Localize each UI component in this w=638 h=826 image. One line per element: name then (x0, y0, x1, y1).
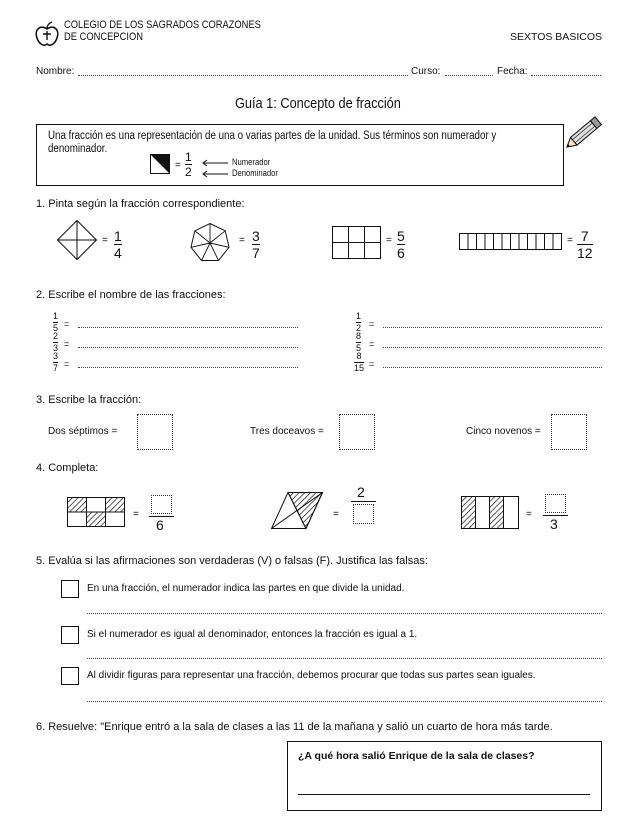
q2-left-eq-1: = (64, 319, 70, 329)
arrow-icon (202, 171, 228, 177)
definition-text: Una fracción es una representación de una o varias partes de la unidad. Sus términos son numerador y denominador. (48, 130, 497, 155)
q2-left-answer-1[interactable] (78, 326, 298, 328)
q2-left-den-1: 5 (53, 323, 59, 333)
q3-answer-box-3[interactable] (551, 414, 587, 450)
definition-box (36, 124, 564, 186)
q2-right-eq-2: = (369, 339, 375, 349)
q1-diamond-figure[interactable] (57, 220, 97, 260)
q2-left-answer-2[interactable] (78, 346, 298, 348)
q3-title: 3. Escribe la fracción: (36, 394, 142, 406)
q2-right-num-3: 8 (356, 351, 362, 361)
q4-eq-1: = (133, 509, 139, 520)
q2-left-num-1: 1 (53, 311, 59, 321)
q2-right-num-2: 8 (356, 331, 362, 341)
half-square-icon (150, 154, 170, 174)
arrow-icon (202, 160, 228, 166)
q4-denominator-box-2[interactable] (353, 504, 374, 524)
q2-left-fraction-2 (53, 332, 58, 353)
q6-answer-line[interactable] (298, 794, 590, 795)
q5-justification-1[interactable] (87, 612, 602, 614)
definition-numerator: 1 (185, 150, 192, 164)
q2-left-den-2: 3 (53, 343, 59, 353)
q5-statement-1: En una fracción, el numerador indica las partes en que divide la unidad. (87, 583, 405, 594)
q1-den-2: 7 (252, 245, 260, 261)
q1-den-4: 12 (577, 245, 593, 261)
q6-answer-box (287, 741, 602, 811)
q1-den-3: 6 (397, 245, 405, 261)
denominador-label: Denominador (232, 168, 278, 178)
q2-left-num-3: 3 (53, 351, 59, 361)
q1-fraction-3 (397, 229, 405, 260)
q4-numerator-box-3[interactable] (545, 494, 566, 513)
q1-eq-2: = (239, 235, 245, 246)
q2-left-den-3: 7 (53, 363, 59, 373)
q5-statement-3: Al dividir figuras para representar una fracción, debemos procurar que todas sus partes sean iguales. (87, 670, 536, 681)
school-logo-icon (34, 22, 60, 48)
q1-num-1: 1 (114, 228, 122, 244)
fecha-field[interactable] (531, 74, 601, 76)
pencil-icon (566, 114, 606, 148)
numerador-label: Numerador (232, 157, 271, 167)
q2-left-answer-3[interactable] (78, 366, 298, 368)
q2-right-answer-1[interactable] (383, 326, 602, 328)
q1-fraction-4 (577, 229, 593, 260)
q6-title: 6. Resuelve: "Enrique entró a la sala de clases a las 11 de la mañana y salió un cuarto de hora más tarde. (36, 721, 553, 733)
q4-figure-1 (67, 497, 125, 527)
nombre-label: Nombre: (36, 66, 75, 77)
q1-num-4: 7 (580, 228, 589, 244)
q4-denominator-1: 6 (156, 517, 164, 533)
page-title: Guía 1: Concepto de fracción (235, 95, 401, 112)
school-name-line1: COLEGIO DE LOS SAGRADOS CORAZONES (64, 19, 261, 31)
q3-label-1: Dos séptimos = (48, 426, 118, 437)
q2-right-eq-1: = (369, 319, 375, 329)
q3-label-2: Tres doceavos = (250, 426, 324, 437)
q1-heptagon-figure[interactable] (190, 223, 230, 263)
q2-left-fraction-3 (53, 352, 58, 373)
q3-answer-box-2[interactable] (339, 414, 375, 450)
q1-eq-4: = (567, 235, 573, 246)
q2-right-fraction-2 (356, 332, 361, 353)
q1-fraction-2 (252, 229, 260, 260)
q1-eq-1: = (102, 235, 108, 246)
q2-right-answer-2[interactable] (383, 346, 602, 348)
q2-right-den-2: 5 (356, 343, 362, 353)
q2-right-den-3: 15 (354, 363, 365, 373)
definition-fraction (185, 151, 192, 178)
q5-vf-box-3[interactable] (61, 667, 79, 685)
q2-right-answer-3[interactable] (383, 366, 602, 368)
q5-vf-box-1[interactable] (61, 580, 79, 598)
q5-statement-2: Si el numerador es igual al denominador, entonces la fracción es igual a 1. (87, 629, 418, 640)
q3-label-3: Cinco novenos = (466, 426, 541, 437)
q5-justification-3[interactable] (87, 700, 602, 702)
q2-title: 2. Escribe el nombre de las fracciones: (36, 289, 226, 301)
q5-title: 5. Evalúa si las afirmaciones son verdaderas (V) o falsas (F). Justifica las falsas: (36, 555, 428, 567)
q2-left-num-2: 2 (53, 331, 59, 341)
q5-vf-box-2[interactable] (61, 626, 79, 644)
q1-eq-3: = (386, 235, 392, 246)
q4-title: 4. Completa: (36, 462, 99, 474)
q2-left-eq-3: = (64, 359, 70, 369)
q2-right-fraction-3 (354, 352, 364, 373)
grade-label: SEXTOS BASICOS (509, 31, 602, 43)
q2-right-num-1: 1 (356, 311, 362, 321)
q5-justification-2[interactable] (87, 657, 602, 659)
q4-fraction-bar-2 (351, 501, 376, 502)
q2-right-den-1: 2 (356, 323, 362, 333)
q1-strip-12-figure[interactable] (459, 233, 562, 250)
q3-answer-box-1[interactable] (137, 414, 173, 450)
q2-left-eq-2: = (64, 339, 70, 349)
q2-left-fraction-1 (53, 312, 58, 333)
curso-label: Curso: (411, 66, 441, 77)
q2-right-eq-3: = (369, 359, 375, 369)
q1-title: 1. Pinta según la fracción correspondiente: (36, 198, 245, 210)
q1-num-3: 5 (397, 228, 405, 244)
q1-fraction-1 (114, 229, 122, 260)
school-name-line2: DE CONCEPCION (64, 31, 143, 43)
q1-den-1: 4 (114, 245, 122, 261)
definition-equals: = (175, 160, 181, 171)
q4-figure-3 (461, 496, 519, 529)
nombre-field[interactable] (78, 74, 408, 76)
q4-eq-2: = (333, 509, 339, 520)
q4-numerator-2: 2 (357, 484, 365, 500)
q4-numerator-box-1[interactable] (151, 495, 172, 514)
q1-num-2: 3 (252, 228, 260, 244)
q4-denominator-3: 3 (550, 516, 558, 532)
fecha-label: Fecha: (497, 66, 528, 77)
q6-question: ¿A qué hora salió Enrique de la sala de clases? (298, 750, 535, 762)
q4-eq-3: = (526, 509, 532, 520)
definition-denominator: 2 (185, 165, 192, 179)
q4-figure-2 (271, 492, 323, 529)
curso-field[interactable] (445, 74, 493, 76)
q2-right-fraction-1 (356, 312, 361, 333)
q1-grid-6-figure[interactable] (332, 226, 381, 259)
